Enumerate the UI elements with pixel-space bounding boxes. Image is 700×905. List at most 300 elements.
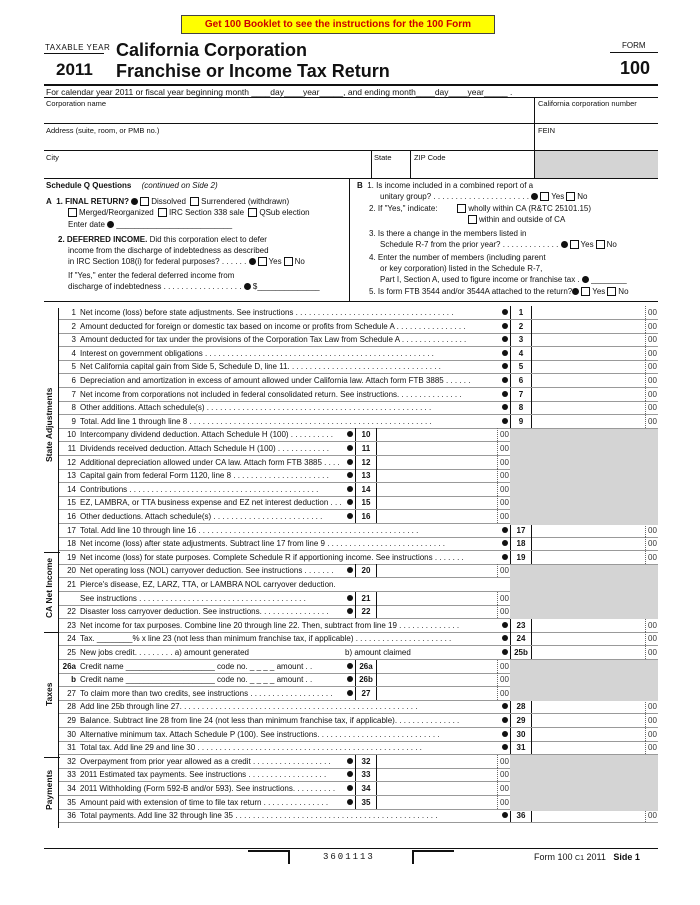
line-text: Net income for tax purposes. Combine line 20 through line 22. Then, subtract from line 19 . . . . . . . . . . . . . . bbox=[80, 621, 460, 630]
form-title-line2: Franchise or Income Tax Return bbox=[116, 61, 390, 81]
bullet-icon bbox=[347, 595, 353, 601]
continued-note: (continued on Side 2) bbox=[141, 181, 218, 190]
line-item bbox=[60, 306, 453, 319]
line-text: Amount deducted for foreign or domestic tax based on income or profits from Schedule A . . . . . . . . . . . . . . . . bbox=[80, 322, 466, 331]
line-text: Net California capital gain from Side 5, Schedule D, line 11. . . . . . . . . . . . . . . . . . . . . . . . . . . . . . . . . . . bbox=[80, 362, 441, 371]
amount-input[interactable] bbox=[376, 755, 496, 768]
cents-field[interactable]: 00 bbox=[497, 456, 509, 469]
q2-line4: If "Yes," enter the federal deferred income from bbox=[68, 271, 235, 280]
surrendered-label: Surrendered (withdrawn) bbox=[201, 197, 290, 206]
cents-field[interactable]: 00 bbox=[497, 796, 509, 809]
city-field[interactable]: City bbox=[46, 153, 59, 162]
line-text: Alternative minimum tax. Attach Schedule P (100). See instructions. . . . . . . . . . . . . . . . . . . . . . . . . . . . bbox=[80, 730, 440, 739]
bullet-icon bbox=[502, 554, 508, 560]
cents-field[interactable]: 00 bbox=[645, 728, 657, 741]
b3-text: Schedule R-7 from the prior year? bbox=[380, 240, 501, 249]
cents-field[interactable]: 00 bbox=[645, 700, 657, 713]
booklet-banner[interactable]: Get 100 Booklet to see the instructions for the 100 Form bbox=[181, 15, 495, 34]
cents-field[interactable]: 00 bbox=[497, 768, 509, 781]
bullet-icon bbox=[502, 418, 508, 424]
line-item bbox=[60, 632, 451, 645]
yes-label: Yes bbox=[268, 257, 282, 266]
line-box-number: 5 bbox=[510, 360, 532, 373]
cents-field[interactable]: 00 bbox=[645, 374, 657, 387]
amount-input[interactable] bbox=[531, 728, 644, 741]
divider bbox=[410, 150, 411, 178]
line-number: 18 bbox=[67, 539, 76, 548]
q2-text: Did this corporation elect to defer bbox=[149, 235, 267, 244]
q2-text: discharge of indebtedness bbox=[68, 282, 162, 291]
irc338-label: IRC Section 338 sale bbox=[168, 208, 245, 217]
merged-label: Merged/Reorganized bbox=[79, 208, 154, 217]
line-item bbox=[60, 741, 422, 754]
scan-bracket bbox=[412, 850, 454, 864]
line-box-number: 8 bbox=[510, 401, 532, 414]
no-label: No bbox=[618, 287, 629, 296]
line-number: 15 bbox=[67, 498, 76, 507]
taxable-year-label: TAXABLE YEAR bbox=[45, 43, 111, 52]
line-item bbox=[60, 605, 329, 618]
bullet-icon bbox=[502, 635, 508, 641]
line-number: 10 bbox=[67, 430, 76, 439]
line-number: 9 bbox=[71, 417, 76, 426]
amount-input[interactable] bbox=[531, 347, 644, 360]
cents-field[interactable]: 00 bbox=[645, 333, 657, 346]
line-item bbox=[60, 768, 326, 781]
line-box-number: 3 bbox=[510, 333, 532, 346]
amount-input[interactable] bbox=[376, 768, 496, 781]
cents-field[interactable]: 00 bbox=[497, 442, 509, 455]
bullet-icon bbox=[502, 309, 508, 315]
b1-no-checkbox[interactable] bbox=[566, 192, 575, 201]
bullet-icon bbox=[502, 812, 508, 818]
amount-input[interactable] bbox=[376, 564, 496, 577]
enter-date-field[interactable]: Enter date __________________________ bbox=[68, 220, 233, 229]
line-text: Total. Add line 10 through line 16 . . . . . . . . . . . . . . . . . . . . . . . . . . . . . . . . . . . . . . . . . . . . . . . . . . bbox=[80, 526, 419, 535]
cents-field[interactable]: 00 bbox=[497, 782, 509, 795]
line-text: Contributions . . . . . . . . . . . . . . . . . . . . . . . . . . . . . . . . . . . . . . . . . . . bbox=[80, 485, 319, 494]
scan-bracket bbox=[248, 850, 290, 864]
line-rule bbox=[59, 822, 658, 823]
question-a1-options bbox=[66, 208, 310, 217]
cents-field[interactable]: 00 bbox=[497, 660, 509, 673]
line-item bbox=[60, 728, 440, 741]
line-text: Amount deducted for tax under the provisions of the Corporation Tax Law from Schedule A . . . . . . . . . . . . . . . bbox=[80, 335, 467, 344]
line-box-number: 12 bbox=[355, 456, 377, 469]
question-b4-field[interactable]: Part I, Section A, used to figure income or franchise tax . ________ bbox=[380, 275, 627, 284]
amount-input[interactable] bbox=[531, 524, 644, 537]
cents-field[interactable]: 00 bbox=[645, 320, 657, 333]
line-item bbox=[60, 564, 333, 577]
line-text: 2011 Estimated tax payments. See instructions . . . . . . . . . . . . . . . . . . bbox=[80, 770, 327, 779]
fiscal-period-line[interactable]: For calendar year 2011 or fiscal year beginning month ____day____year_____, and ending month____day____year_____ . bbox=[46, 87, 513, 97]
b5-yes-checkbox[interactable] bbox=[581, 287, 590, 296]
bullet-icon bbox=[107, 221, 114, 228]
amount-input[interactable] bbox=[531, 388, 644, 401]
line-text: Net income from corporations not included in federal consolidated return. See instructions. . . . . . . . . . . . . . . bbox=[80, 390, 462, 399]
q2-amount-field[interactable]: discharge of indebtedness . . . . . . . . . . . . . . . . . . $______________ bbox=[68, 282, 320, 291]
b3-yes-checkbox[interactable] bbox=[570, 240, 579, 249]
line-box-number: 7 bbox=[510, 388, 532, 401]
taxes-label: Taxes bbox=[44, 682, 54, 706]
bullet-icon bbox=[347, 431, 353, 437]
form-label: FORM bbox=[622, 41, 646, 50]
amount-input[interactable] bbox=[531, 619, 644, 632]
line-item bbox=[60, 660, 312, 673]
bullet-icon bbox=[347, 758, 353, 764]
ca-corp-number-field[interactable]: California corporation number bbox=[538, 99, 637, 108]
line-item bbox=[60, 360, 441, 373]
line-number: 2 bbox=[71, 322, 76, 331]
line-number: 35 bbox=[67, 798, 76, 807]
line-item bbox=[60, 673, 312, 686]
line-number: 26a bbox=[62, 662, 76, 671]
bullet-icon bbox=[561, 241, 568, 248]
line-text: New jobs credit. . . . . . . . . a) amount generated bbox=[80, 648, 249, 657]
amount-input[interactable] bbox=[376, 428, 496, 441]
cents-field[interactable]: 00 bbox=[645, 537, 657, 550]
cents-field[interactable]: 00 bbox=[497, 483, 509, 496]
line-box-number: 6 bbox=[510, 374, 532, 387]
amount-input[interactable] bbox=[531, 632, 644, 645]
line-item bbox=[60, 469, 329, 482]
bullet-icon bbox=[502, 731, 508, 737]
barcode-number: 3601113 bbox=[323, 852, 375, 862]
dissolved-label: Dissolved bbox=[151, 197, 186, 206]
cents-field[interactable]: 00 bbox=[645, 646, 657, 659]
line-number: 6 bbox=[71, 376, 76, 385]
bullet-icon bbox=[502, 703, 508, 709]
line-item bbox=[60, 551, 464, 564]
line-text: Add line 25b through line 27. . . . . . . . . . . . . . . . . . . . . . . . . . . . . . . . . . . . . . . . . . . . . . . . . . . . . . bbox=[80, 702, 418, 711]
b2-within-outside-label: within and outside of CA bbox=[479, 215, 566, 224]
question-b1 bbox=[357, 181, 533, 190]
line-item bbox=[60, 687, 333, 700]
year-label: year bbox=[302, 87, 320, 97]
amount-input[interactable] bbox=[531, 714, 644, 727]
final-return-question: 1. FINAL RETURN? bbox=[56, 197, 129, 206]
shaded-area bbox=[510, 755, 658, 811]
amount-input[interactable] bbox=[531, 360, 644, 373]
line-box-number: 36 bbox=[510, 809, 532, 822]
cents-field[interactable]: 00 bbox=[497, 755, 509, 768]
ca-net-income-label: CA Net Income bbox=[44, 557, 54, 618]
divider bbox=[349, 178, 350, 301]
zip-field[interactable]: ZIP Code bbox=[414, 153, 446, 162]
amount-input[interactable] bbox=[531, 401, 644, 414]
bullet-icon bbox=[531, 193, 538, 200]
section-spine bbox=[58, 308, 59, 828]
amount-input[interactable] bbox=[531, 320, 644, 333]
cents-field[interactable]: 00 bbox=[645, 809, 657, 822]
amount-input[interactable] bbox=[376, 442, 496, 455]
enter-date-label: Enter date bbox=[68, 220, 105, 229]
section-b-label: B bbox=[357, 181, 363, 190]
line-text: Net operating loss (NOL) carryover deduction. See instructions . . . . . . . bbox=[80, 566, 334, 575]
cents-field[interactable]: 00 bbox=[645, 306, 657, 319]
line-item bbox=[60, 374, 470, 387]
line-item bbox=[60, 578, 336, 591]
dollar-sign: $ bbox=[252, 282, 258, 291]
payments-label: Payments bbox=[44, 769, 54, 810]
line-number: 1 bbox=[71, 308, 76, 317]
amount-input[interactable] bbox=[531, 306, 644, 319]
cents-field[interactable]: 00 bbox=[497, 469, 509, 482]
cents-field[interactable]: 00 bbox=[645, 415, 657, 428]
line-number: 27 bbox=[67, 689, 76, 698]
bullet-icon bbox=[347, 486, 353, 492]
q2-line2: income from the discharge of indebtedness as described bbox=[68, 246, 269, 255]
line-item bbox=[60, 537, 445, 550]
cents-field[interactable]: 00 bbox=[645, 551, 657, 564]
line-box-number: 34 bbox=[355, 782, 377, 795]
b2-text: 2. If "Yes," indicate: bbox=[369, 204, 438, 213]
cents-field[interactable]: 00 bbox=[497, 592, 509, 605]
amount-input[interactable] bbox=[376, 469, 496, 482]
bullet-icon bbox=[347, 663, 353, 669]
amount-input[interactable] bbox=[531, 551, 644, 564]
amount-input[interactable] bbox=[531, 700, 644, 713]
line-text: Additional depreciation allowed under CA law. Attach form FTB 3885 . . . . bbox=[80, 458, 340, 467]
amount-input[interactable] bbox=[376, 796, 496, 809]
bullet-icon bbox=[582, 276, 589, 283]
address-field[interactable]: Address (suite, room, or PMB no.) bbox=[46, 126, 160, 135]
cents-field[interactable]: 00 bbox=[645, 619, 657, 632]
bullet-icon bbox=[502, 540, 508, 546]
shaded-area bbox=[535, 151, 658, 178]
bullet-icon bbox=[502, 350, 508, 356]
line-text: Tax. ________% x line 23 (not less than minimum franchise tax, if applicable) . . . . . . . . . . . . . . . . . . . . . . bbox=[80, 634, 452, 643]
cents-field[interactable]: 00 bbox=[645, 714, 657, 727]
line-item bbox=[60, 456, 340, 469]
day-label: day bbox=[270, 87, 285, 97]
cents-field[interactable]: 00 bbox=[645, 360, 657, 373]
fein-field[interactable]: FEIN bbox=[538, 126, 556, 135]
line-text: Net income (loss) for state purposes. Complete Schedule R if apportioning income. See instructions . . . . . . . bbox=[80, 553, 464, 562]
bullet-icon bbox=[502, 377, 508, 383]
line-number: 32 bbox=[67, 757, 76, 766]
tax-year: 2011 bbox=[56, 60, 93, 79]
b1-yes-checkbox[interactable] bbox=[540, 192, 549, 201]
schedule-q-title-text: Schedule Q Questions bbox=[46, 181, 132, 190]
question-a1 bbox=[46, 197, 289, 206]
amount-input[interactable] bbox=[376, 782, 496, 795]
question-b5 bbox=[369, 287, 629, 296]
line-number: 13 bbox=[67, 471, 76, 480]
cents-field[interactable]: 00 bbox=[645, 741, 657, 754]
line-number: b bbox=[71, 675, 76, 684]
b5-no-checkbox[interactable] bbox=[607, 287, 616, 296]
amount-input[interactable] bbox=[531, 415, 644, 428]
line-item bbox=[60, 755, 331, 768]
state-field[interactable]: State bbox=[374, 153, 392, 162]
line-item bbox=[60, 320, 466, 333]
qsub-checkbox[interactable] bbox=[248, 208, 257, 217]
line-number: 14 bbox=[67, 485, 76, 494]
amount-input[interactable] bbox=[376, 483, 496, 496]
cents-field[interactable]: 00 bbox=[497, 687, 509, 700]
line-number: 31 bbox=[67, 743, 76, 752]
line-box-number: 33 bbox=[355, 768, 377, 781]
line-box-number: 30 bbox=[510, 728, 532, 741]
line-number: 33 bbox=[67, 770, 76, 779]
line-item bbox=[60, 809, 437, 822]
line-text: Net income (loss) after state adjustments. Subtract line 17 from line 9 . . . . . . . . . . . . . . . . . . . . . . . . . . . bbox=[80, 539, 446, 548]
shaded-area bbox=[510, 565, 658, 619]
line-number: 20 bbox=[67, 566, 76, 575]
amount-input[interactable] bbox=[531, 333, 644, 346]
line-number: 17 bbox=[67, 526, 76, 535]
surrendered-checkbox[interactable] bbox=[190, 197, 199, 206]
divider bbox=[44, 53, 104, 54]
b3-no-checkbox[interactable] bbox=[596, 240, 605, 249]
line-text: Credit name ____________________ code no. _ _ _ _ amount . . bbox=[80, 662, 313, 671]
line-number: 12 bbox=[67, 458, 76, 467]
line-text: Other deductions. Attach schedule(s) . . . . . . . . . . . . . . . . . . . . . . . . . bbox=[80, 512, 323, 521]
line-box-number: 17 bbox=[510, 524, 532, 537]
line-box-number: 26a bbox=[355, 660, 377, 673]
line-text: Total tax. Add line 29 and line 30 . . . . . . . . . . . . . . . . . . . . . . . . . . . . . . . . . . . . . . . . . . . . . . . . . . . bbox=[80, 743, 422, 752]
line-text: Total payments. Add line 32 through line 35 . . . . . . . . . . . . . . . . . . . . . . . . . . . . . . . . . . . . . . . . . . . . . . bbox=[80, 811, 438, 820]
line-box-number: 23 bbox=[510, 619, 532, 632]
q2-text: in IRC Section 108(i) for federal purposes? bbox=[68, 257, 220, 266]
yes-label: Yes bbox=[551, 192, 565, 201]
line-item bbox=[60, 510, 322, 523]
line-box-number: 26b bbox=[355, 673, 377, 686]
line-item bbox=[60, 333, 466, 346]
line-text: Intercompany dividend deduction. Attach Schedule H (100) . . . . . . . . . . bbox=[80, 430, 334, 439]
q2-line1 bbox=[58, 235, 267, 244]
amount-input[interactable] bbox=[531, 537, 644, 550]
cents-field[interactable]: 00 bbox=[645, 388, 657, 401]
divider bbox=[610, 52, 658, 53]
year-label: year bbox=[467, 87, 485, 97]
line-extra-text: b) amount claimed bbox=[345, 648, 411, 657]
line-number: 19 bbox=[67, 553, 76, 562]
line-box-number: 11 bbox=[355, 442, 377, 455]
b2-wholly-checkbox[interactable] bbox=[457, 204, 466, 213]
line-item bbox=[60, 442, 329, 455]
bullet-icon bbox=[347, 608, 353, 614]
cents-field[interactable]: 00 bbox=[497, 428, 509, 441]
bullet-icon bbox=[347, 472, 353, 478]
amount-input[interactable] bbox=[531, 646, 644, 659]
line-text: Interest on government obligations . . . . . . . . . . . . . . . . . . . . . . . . . . . . . . . . . . . . . . . . . . . . . . . . . . . . bbox=[80, 349, 434, 358]
question-b4-line2: or key corporation) listed in the Schedule R-7, bbox=[380, 264, 543, 273]
line-text: Credit name ____________________ code no. _ _ _ _ amount . . bbox=[80, 675, 313, 684]
line-text: Total. Add line 1 through line 8 . . . . . . . . . . . . . . . . . . . . . . . . . . . . . . . . . . . . . . . . . . . . . . . . . . . . . . . bbox=[80, 417, 432, 426]
q2-yes-checkbox[interactable] bbox=[258, 257, 267, 266]
cents-field[interactable]: 00 bbox=[497, 510, 509, 523]
amount-input[interactable] bbox=[376, 592, 496, 605]
line-number: 23 bbox=[67, 621, 76, 630]
question-b1-answer: unitary group? . . . . . . . . . . . . . . . . . . . . . . Yes No bbox=[380, 192, 588, 201]
question-b2-opt2 bbox=[466, 215, 565, 224]
line-number: 29 bbox=[67, 716, 76, 725]
b1-text: 1. Is income included in a combined report of a bbox=[367, 181, 534, 190]
line-box-number: 22 bbox=[355, 605, 377, 618]
line-number: 4 bbox=[71, 349, 76, 358]
line-number: 30 bbox=[67, 730, 76, 739]
line-text: See instructions . . . . . . . . . . . . . . . . . . . . . . . . . . . . . . . . . . . . . . bbox=[80, 594, 306, 603]
footer-c1: C1 bbox=[575, 855, 584, 862]
line-item bbox=[60, 524, 418, 537]
line-box-number: 19 bbox=[510, 551, 532, 564]
merged-checkbox[interactable] bbox=[68, 208, 77, 217]
line-box-number: 14 bbox=[355, 483, 377, 496]
b2-wholly-label: wholly within CA (R&TC 25101.15) bbox=[468, 204, 592, 213]
cents-field[interactable]: 00 bbox=[645, 632, 657, 645]
bullet-icon bbox=[502, 717, 508, 723]
line-box-number: 25b bbox=[510, 646, 532, 659]
amount-input[interactable] bbox=[376, 673, 496, 686]
bullet-icon bbox=[502, 391, 508, 397]
state-adjustments-label: State Adjustments bbox=[44, 387, 54, 462]
footer-side: Side 1 bbox=[613, 852, 640, 862]
cents-field[interactable]: 00 bbox=[497, 605, 509, 618]
question-b3-answer: Schedule R-7 from the prior year? . . . . . . . . . . . . . Yes No bbox=[380, 240, 617, 249]
line-box-number: 31 bbox=[510, 741, 532, 754]
amount-input[interactable] bbox=[376, 496, 496, 509]
no-label: No bbox=[294, 257, 305, 266]
corporation-name-field[interactable]: Corporation name bbox=[46, 99, 107, 108]
bullet-icon bbox=[502, 527, 508, 533]
form-title-line1: California Corporation bbox=[116, 40, 308, 60]
dissolved-checkbox[interactable] bbox=[140, 197, 149, 206]
line-text: 2011 Withholding (Form 592-B and/or 593). See instructions. . . . . . . . . . bbox=[80, 784, 336, 793]
amount-input[interactable] bbox=[376, 605, 496, 618]
amount-input[interactable] bbox=[376, 510, 496, 523]
cents-field[interactable]: 00 bbox=[497, 564, 509, 577]
footer-form: Form 100 bbox=[534, 852, 573, 862]
line-text: Dividends received deduction. Attach Schedule H (100) . . . . . . . . . . . . bbox=[80, 444, 330, 453]
cents-field[interactable]: 00 bbox=[645, 524, 657, 537]
cents-field[interactable]: 00 bbox=[645, 347, 657, 360]
line-box-number: 28 bbox=[510, 700, 532, 713]
cents-field[interactable]: 00 bbox=[497, 496, 509, 509]
form-number: 100 bbox=[620, 58, 651, 78]
line-item bbox=[60, 714, 459, 727]
b1-text: unitary group? bbox=[380, 192, 432, 201]
bullet-icon bbox=[347, 799, 353, 805]
line-text: Overpayment from prior year allowed as a credit . . . . . . . . . . . . . . . . . . bbox=[80, 757, 331, 766]
bullet-icon bbox=[347, 690, 353, 696]
amount-input[interactable] bbox=[376, 660, 496, 673]
line-number: 36 bbox=[67, 811, 76, 820]
line-text: To claim more than two credits, see instructions . . . . . . . . . . . . . . . . . . . bbox=[80, 689, 333, 698]
line-box-number: 15 bbox=[355, 496, 377, 509]
cents-field[interactable]: 00 bbox=[645, 401, 657, 414]
line-box-number: 4 bbox=[510, 347, 532, 360]
divider bbox=[44, 178, 658, 179]
amount-input[interactable] bbox=[531, 741, 644, 754]
top-rule bbox=[44, 84, 658, 86]
q2-no-checkbox[interactable] bbox=[284, 257, 293, 266]
b2-within-outside-checkbox[interactable] bbox=[468, 215, 477, 224]
line-item bbox=[60, 388, 462, 401]
line-box-number: 16 bbox=[355, 510, 377, 523]
line-item bbox=[60, 782, 335, 795]
amount-input[interactable] bbox=[531, 374, 644, 387]
amount-input[interactable] bbox=[376, 687, 496, 700]
line-number: 16 bbox=[67, 512, 76, 521]
irc338-checkbox[interactable] bbox=[158, 208, 167, 217]
line-text: Amount paid with extension of time to file tax return . . . . . . . . . . . . . . . bbox=[80, 798, 329, 807]
line-text: Depreciation and amortization in excess of amount allowed under California law. Attach form FTB 3885 . . . . . . bbox=[80, 376, 471, 385]
cents-field[interactable]: 00 bbox=[497, 673, 509, 686]
line-text: Balance. Subtract line 28 from line 24 (not less than minimum franchise tax, if applicable). . . . . . . . . . . . . . . bbox=[80, 716, 460, 725]
amount-input[interactable] bbox=[376, 456, 496, 469]
